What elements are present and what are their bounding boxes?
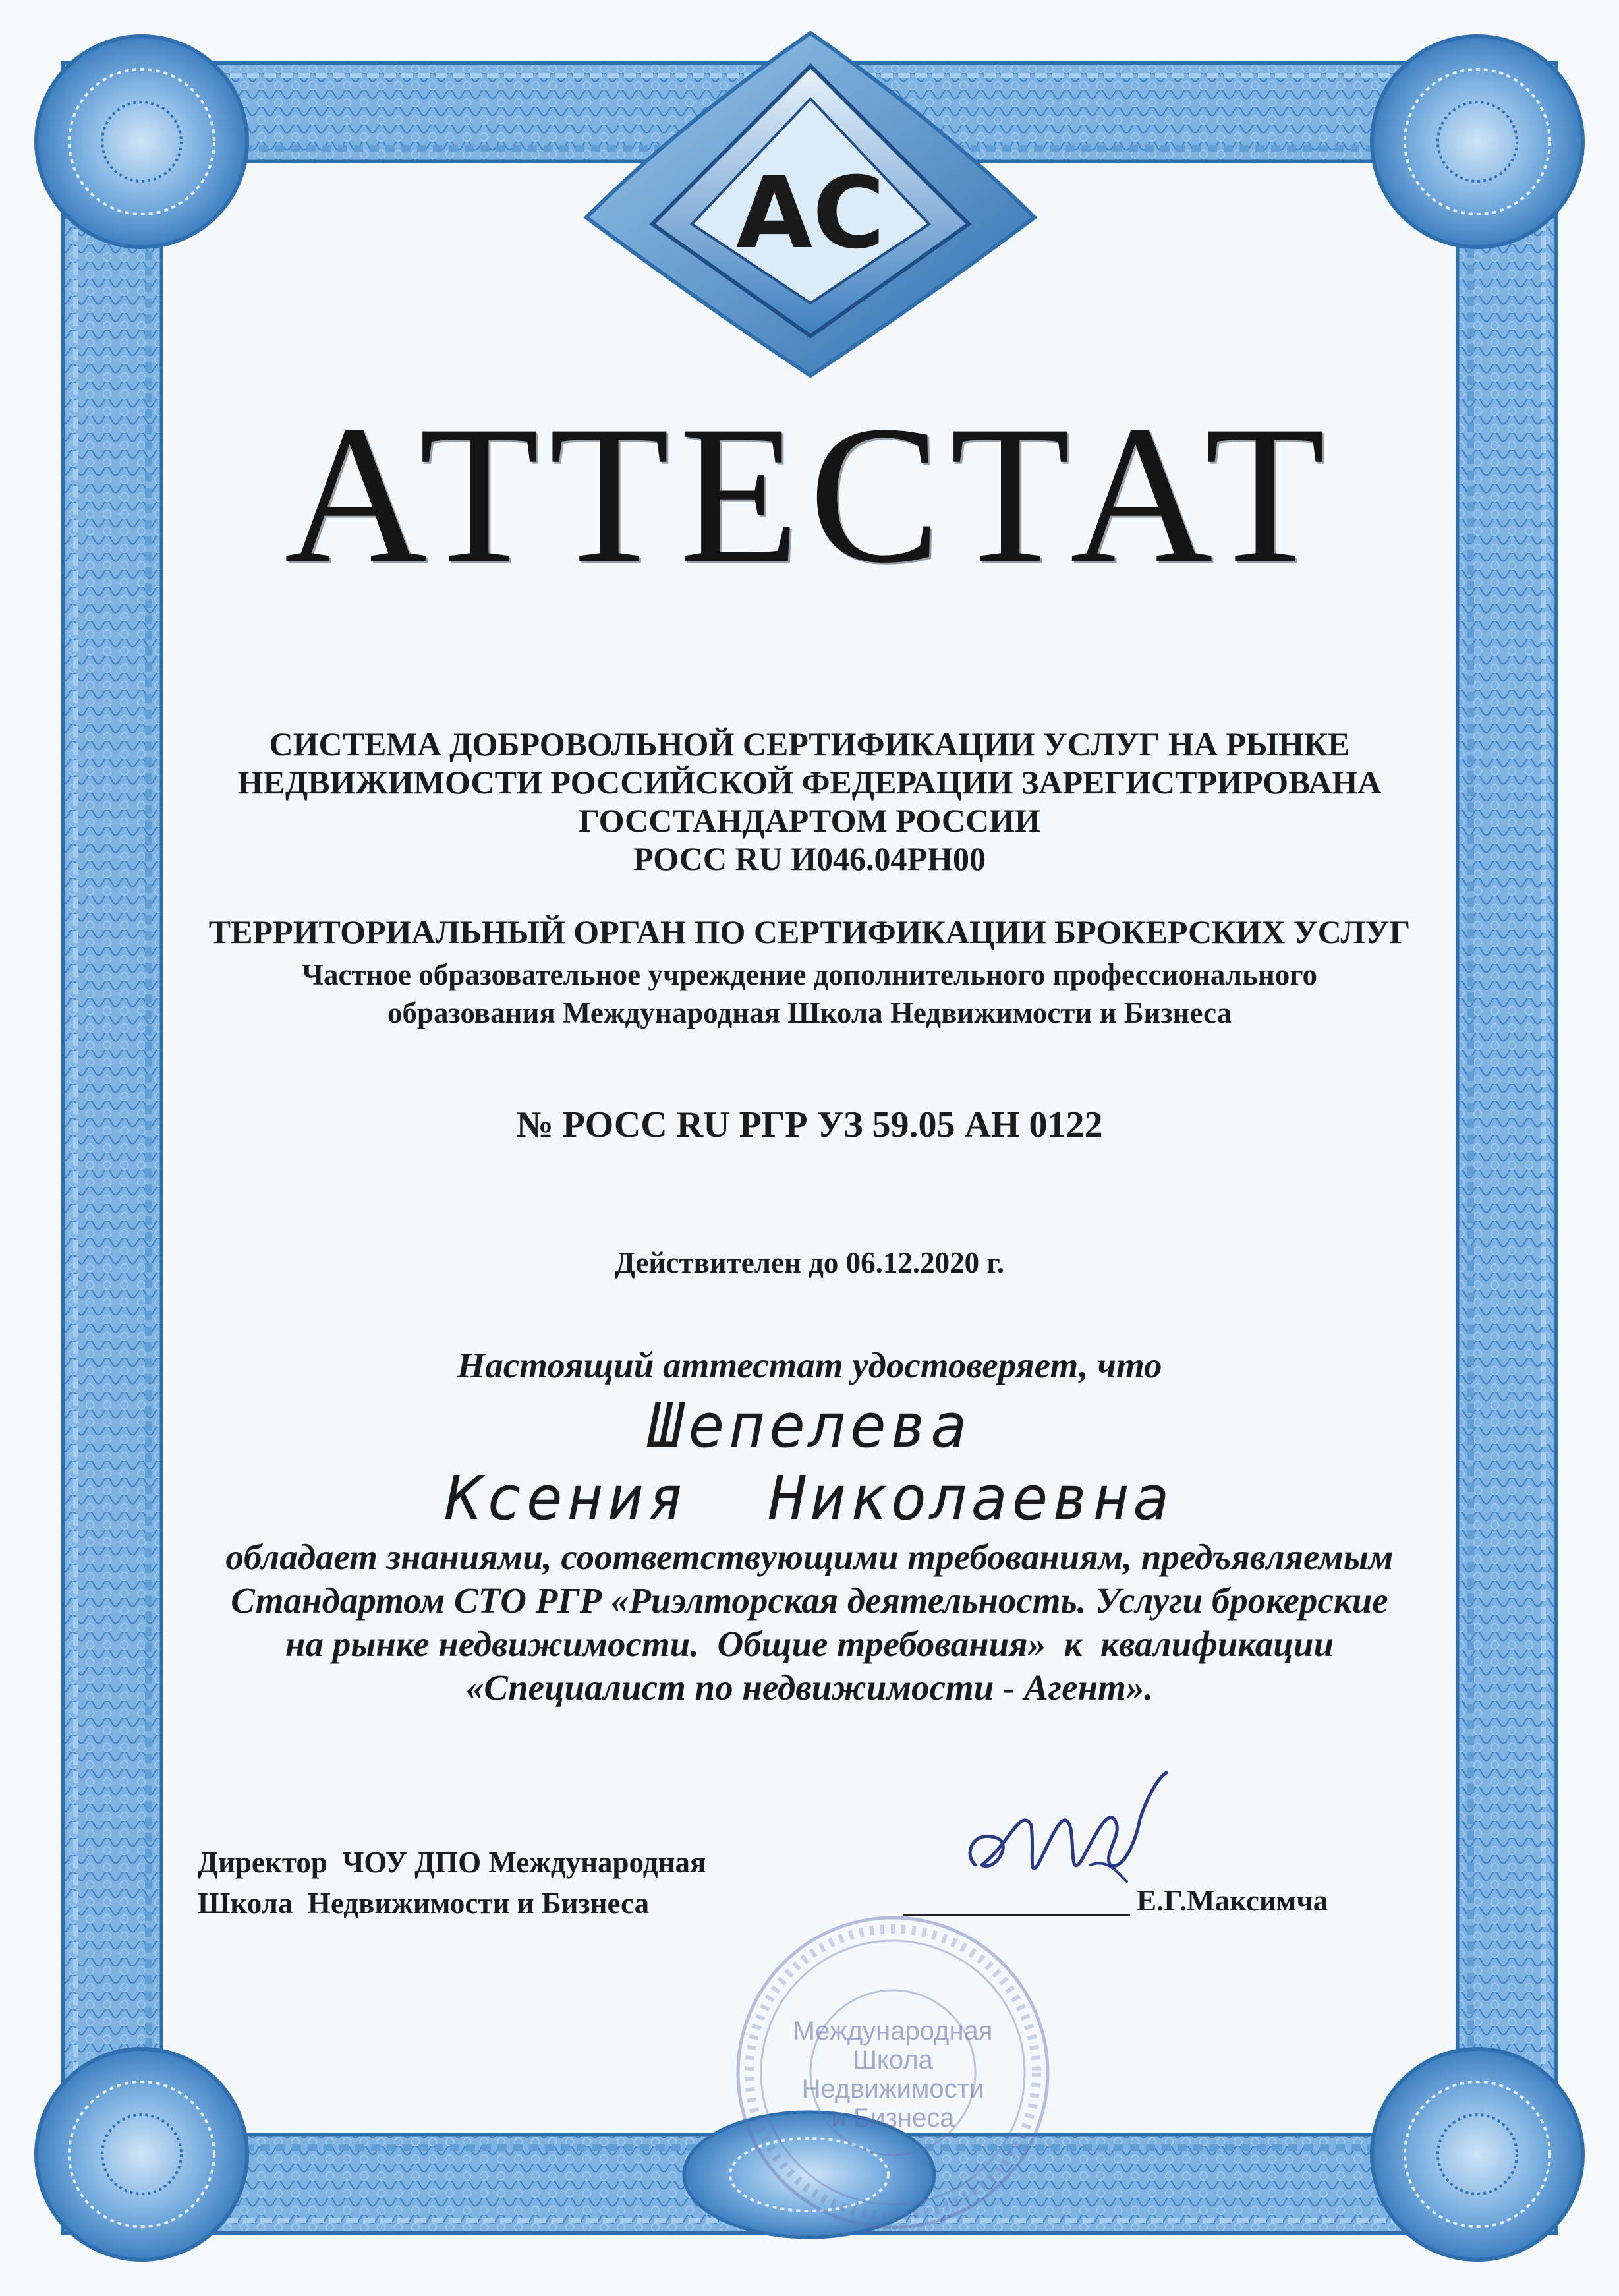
- diamond-emblem-icon: [573, 20, 1048, 389]
- stamp-line: Недвижимости: [801, 2075, 984, 2104]
- valid-until: Действителен до 06.12.2020 г.: [614, 1246, 1005, 1279]
- stamp-line: и Бизнеса: [831, 2104, 955, 2133]
- system-registration-code: РОСС RU И046.04РН00: [633, 840, 986, 877]
- organ-title: ТЕРРИТОРИАЛЬНЫЙ ОРГАН ПО СЕРТИФИКАЦИИ БРОКЕРСКИХ УСЛУГ: [208, 913, 1411, 950]
- certifies-intro: Настоящий аттестат удостоверяет, что: [457, 1345, 1162, 1385]
- stamp-line: Школа: [853, 2046, 933, 2075]
- statement-line: обладает знаниями, соответствующими требованиям, предъявляемым: [225, 1537, 1394, 1577]
- signature-line: [903, 1914, 1130, 1916]
- holder-surname: Шепелева: [647, 1391, 972, 1461]
- statement-line: на рынке недвижимости. Общие требования» к квалификации: [285, 1624, 1334, 1664]
- emblem-letters: АС: [735, 156, 886, 271]
- organ-line: Частное образовательное учреждение дополнительного профессионального: [301, 958, 1318, 991]
- holder-name: Ксения Николаевна: [445, 1463, 1174, 1534]
- system-line: НЕДВИЖИМОСТИ РОССИЙСКОЙ ФЕДЕРАЦИИ ЗАРЕГИСТРИРОВАНА: [237, 764, 1382, 801]
- organ-description: [0, 956, 1619, 1032]
- signer-name: Е.Г.Максимча: [1137, 1884, 1328, 1917]
- director-line: Директор ЧОУ ДПО Международная: [198, 1846, 706, 1879]
- stamp-text: [731, 2017, 1054, 2133]
- organ-line: образования Международная Школа Недвижимости и Бизнеса: [387, 996, 1232, 1029]
- system-line: СИСТЕМА ДОБРОВОЛЬНОЙ СЕРТИФИКАЦИИ УСЛУГ НА РЫНКЕ: [269, 726, 1350, 762]
- director-title: [198, 1842, 706, 1924]
- director-line: Школа Недвижимости и Бизнеса: [198, 1887, 650, 1920]
- qualification-statement: [0, 1535, 1619, 1709]
- stamp-line: Международная: [793, 2017, 993, 2046]
- statement-line: «Специалист по недвижимости - Агент».: [465, 1667, 1154, 1708]
- document-title: АТТЕСТАТ: [284, 385, 1335, 604]
- certification-system-block: [0, 725, 1619, 878]
- certificate-number: № РОСС RU РГР УЗ 59.05 АН 0122: [516, 1105, 1103, 1145]
- statement-line: Стандартом СТО РГР «Риэлторская деятельность. Услуги брокерские: [231, 1580, 1388, 1621]
- system-line: ГОССТАНДАРТОМ РОССИИ: [579, 802, 1040, 839]
